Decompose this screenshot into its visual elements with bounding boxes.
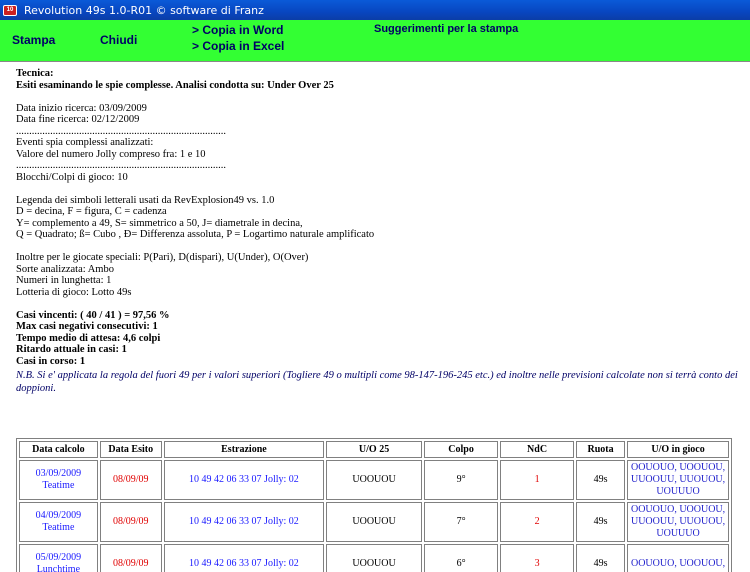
menu-separator bbox=[0, 61, 750, 62]
menu-bar bbox=[0, 20, 750, 61]
copia-excel-link[interactable]: > Copia in Excel bbox=[192, 39, 285, 53]
cell-ndc: 1 bbox=[500, 460, 574, 500]
header-data-calcolo: Data calcolo bbox=[19, 441, 98, 458]
suggerimenti-link[interactable]: Suggerimenti per la stampa bbox=[374, 23, 519, 35]
cell-data-calcolo: 04/09/2009 Teatime bbox=[19, 502, 98, 542]
cell-ruota: 49s bbox=[576, 460, 625, 500]
separator-dots: ................................................................................ bbox=[16, 125, 226, 137]
table-row bbox=[19, 502, 729, 542]
stampa-button[interactable]: Stampa bbox=[12, 33, 56, 47]
eventi-spia: Eventi spia complessi analizzati: bbox=[16, 137, 154, 148]
nota-bene: N.B. Si e' applicata la regola del fuori 49 per i valori superiori (Togliere 49 o multipli come 98-147-196-245 etc.) ed inoltre nelle previsioni calcolate non si terrà conto dei doppioni. bbox=[16, 370, 738, 394]
cell-colpo: 7° bbox=[424, 502, 498, 542]
header-ruota: Ruota bbox=[576, 441, 625, 458]
results-table-container bbox=[16, 438, 732, 572]
cell-ndc: 2 bbox=[500, 502, 574, 542]
ritardo-attuale: Ritardo attuale in casi: 1 bbox=[16, 344, 127, 355]
numeri-lunghetta: Numeri in lunghetta: 1 bbox=[16, 275, 112, 286]
cell-data-esito: 08/09/09 bbox=[100, 502, 162, 542]
lotteria-gioco: Lotteria di gioco: Lotto 49s bbox=[16, 286, 132, 298]
tecnica-description: Esiti esaminando le spie complesse. Analisi condotta su: Under Over 25 bbox=[16, 79, 334, 91]
cell-estrazione: 10 49 42 06 33 07 Jolly: 02 bbox=[164, 502, 324, 542]
cell-ndc: 3 bbox=[500, 544, 574, 572]
cell-ruota: 49s bbox=[576, 544, 625, 572]
app-icon: 10 bbox=[3, 5, 17, 16]
header-colpo: Colpo bbox=[424, 441, 498, 458]
separator-dots: ................................................................................ bbox=[16, 160, 226, 171]
header-estrazione: Estrazione bbox=[164, 441, 324, 458]
window-title: Revolution 49s 1.0-R01 © software di Franz bbox=[24, 3, 264, 17]
table-row bbox=[19, 460, 729, 500]
table-header-row bbox=[19, 441, 729, 458]
title-bar bbox=[0, 0, 750, 20]
casi-vincenti: Casi vincenti: ( 40 / 41 ) = 97,56 % bbox=[16, 309, 170, 321]
cell-estrazione: 10 49 42 06 33 07 Jolly: 02 bbox=[164, 460, 324, 500]
legenda-line: Y= complemento a 49, S= simmetrico a 50, J= diametrale in decina, bbox=[16, 217, 303, 229]
max-casi-negativi: Max casi negativi consecutivi: 1 bbox=[16, 321, 158, 332]
chiudi-button[interactable]: Chiudi bbox=[100, 33, 138, 47]
cell-data-esito: 08/09/09 bbox=[100, 544, 162, 572]
header-ndc: NdC bbox=[500, 441, 574, 458]
legenda-title: Legenda dei simboli letterali usati da RevExplosion49 vs. 1.0 bbox=[16, 194, 275, 206]
cell-uo25: UOOUOU bbox=[326, 460, 422, 500]
cell-uo-gioco: OOUOUO, UOOUOU, UUOOUU, UUOUOU, UOUUUO bbox=[627, 460, 729, 500]
valore-jolly: Valore del numero Jolly compreso fra: 1 e 10 bbox=[16, 148, 206, 160]
cell-uo-gioco: OOUOUO, UOOUOU, UUOOUU, UUOUOU, UOUUUO bbox=[627, 502, 729, 542]
results-table bbox=[16, 438, 732, 572]
table-row bbox=[19, 544, 729, 572]
cell-data-calcolo: 05/09/2009 Lunchtime bbox=[19, 544, 98, 572]
legenda-line: Q = Quadrato; ß= Cubo , Ð= Differenza assoluta, P = Logartimo naturale amplificato bbox=[16, 229, 375, 240]
cell-colpo: 9° bbox=[424, 460, 498, 500]
legenda-line: D = decina, F = figura, C = cadenza bbox=[16, 206, 167, 217]
tecnica-label: Tecnica: bbox=[16, 68, 54, 79]
data-inizio: Data inizio ricerca: 03/09/2009 bbox=[16, 102, 147, 114]
cell-uo25: UOOUOU bbox=[326, 544, 422, 572]
cell-data-esito: 08/09/09 bbox=[100, 460, 162, 500]
giocate-speciali: Inoltre per le giocate speciali: P(Pari), D(dispari), U(Under), O(Over) bbox=[16, 252, 309, 263]
report-body bbox=[16, 68, 746, 395]
blocchi-colpi: Blocchi/Colpi di gioco: 10 bbox=[16, 171, 128, 183]
data-fine: Data fine ricerca: 02/12/2009 bbox=[16, 114, 140, 125]
cell-data-calcolo: 03/09/2009 Teatime bbox=[19, 460, 98, 500]
tempo-medio: Tempo medio di attesa: 4,6 colpi bbox=[16, 332, 161, 344]
sorte-analizzata: Sorte analizzata: Ambo bbox=[16, 263, 114, 275]
copia-word-link[interactable]: > Copia in Word bbox=[192, 23, 284, 37]
header-uo25: U/O 25 bbox=[326, 441, 422, 458]
cell-ruota: 49s bbox=[576, 502, 625, 542]
cell-uo25: UOOUOU bbox=[326, 502, 422, 542]
cell-uo-gioco: OOUOUO, UOOUOU, bbox=[627, 544, 729, 572]
header-uo-gioco: U/O in gioco bbox=[627, 441, 729, 458]
casi-in-corso: Casi in corso: 1 bbox=[16, 355, 86, 367]
header-data-esito: Data Esito bbox=[100, 441, 162, 458]
cell-estrazione: 10 49 42 06 33 07 Jolly: 02 bbox=[164, 544, 324, 572]
cell-colpo: 6° bbox=[424, 544, 498, 572]
